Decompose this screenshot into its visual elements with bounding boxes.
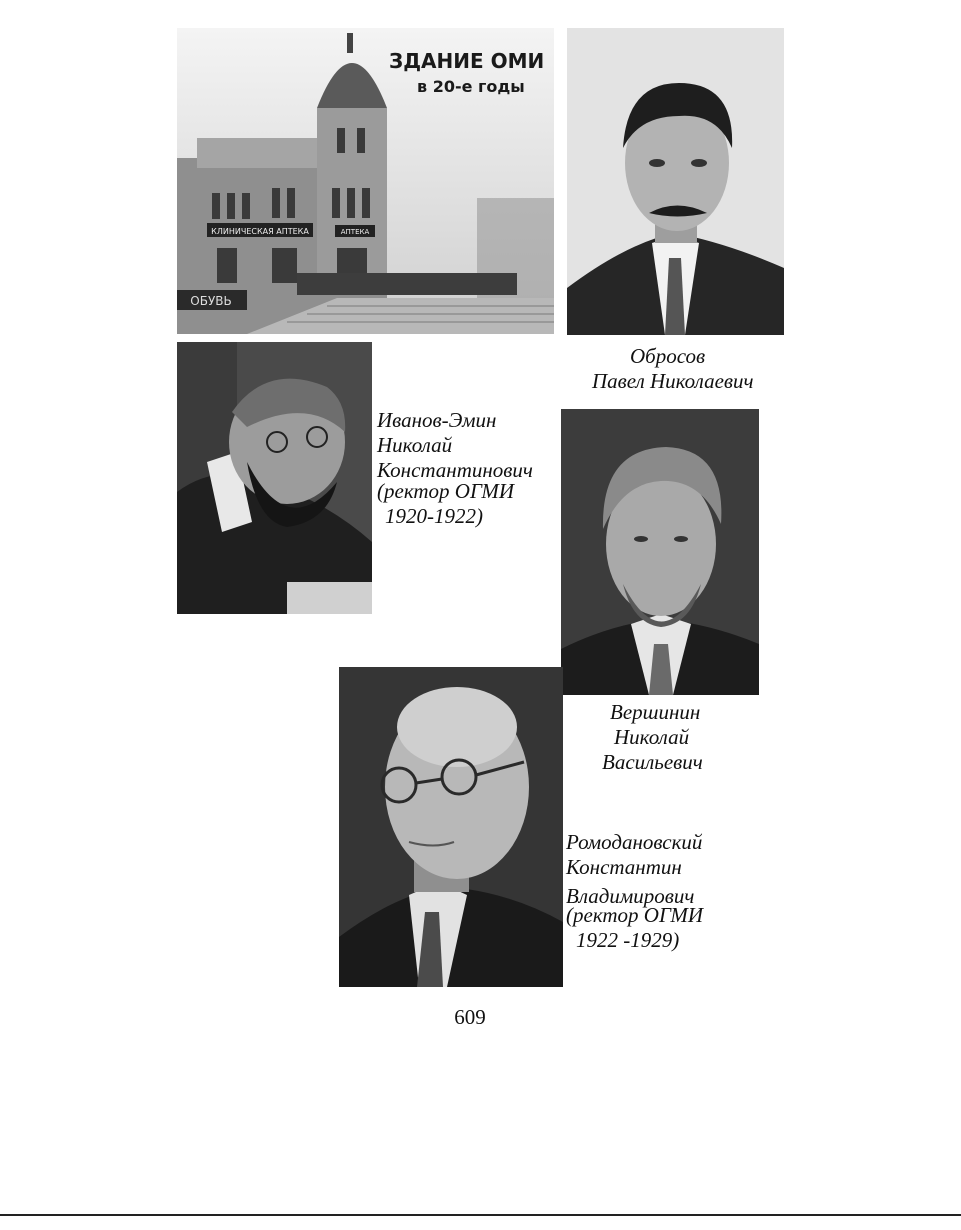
romodanovsky-portrait (339, 667, 563, 987)
vershinin-patronymic: Васильевич (602, 750, 703, 774)
obrosov-caption (592, 344, 754, 394)
obrosov-given-names: Павел Николаевич (592, 369, 754, 393)
ivanov-emin-years: 1920-1922) (385, 504, 483, 528)
ivanov-emin-patronymic: Константинович (377, 458, 533, 482)
ivanov-emin-first-name: Николай (377, 433, 453, 457)
building-sign-shoes: ОБУВЬ (190, 294, 232, 308)
vershinin-portrait (561, 409, 759, 695)
romodanovsky-years: 1922 -1929) (576, 928, 680, 952)
ivanov-emin-surname: Иванов-Эмин (377, 408, 497, 432)
bottom-rule (0, 1214, 961, 1216)
building-inscription-line1: ЗДАНИЕ ОМИ (389, 49, 545, 73)
building-sign-small: АПТЕКА (340, 228, 370, 236)
romodanovsky-first-name: Константин (566, 855, 682, 879)
building-inscription-line2: в 20-е годы (417, 77, 525, 96)
building-sign-pharmacy: КЛИНИЧЕСКАЯ АПТЕКА (211, 227, 309, 236)
page-number: 609 (454, 1005, 486, 1029)
building-photo (177, 28, 554, 334)
romodanovsky-role: (ректор ОГМИ (566, 903, 704, 927)
obrosov-portrait (567, 28, 784, 335)
ivanov-emin-portrait (177, 342, 372, 614)
vershinin-caption (600, 700, 703, 775)
romodanovsky-patronymic: Владимирович (566, 884, 695, 908)
ivanov-emin-role: (ректор ОГМИ (377, 479, 515, 503)
romodanovsky-surname: Ромодановский (566, 830, 703, 854)
vershinin-surname: Вершинин (610, 700, 701, 724)
vershinin-first-name: Николай (614, 725, 690, 749)
romodanovsky-caption (566, 830, 703, 953)
ivanov-emin-caption (377, 408, 533, 529)
obrosov-surname: Обросов (630, 344, 706, 368)
